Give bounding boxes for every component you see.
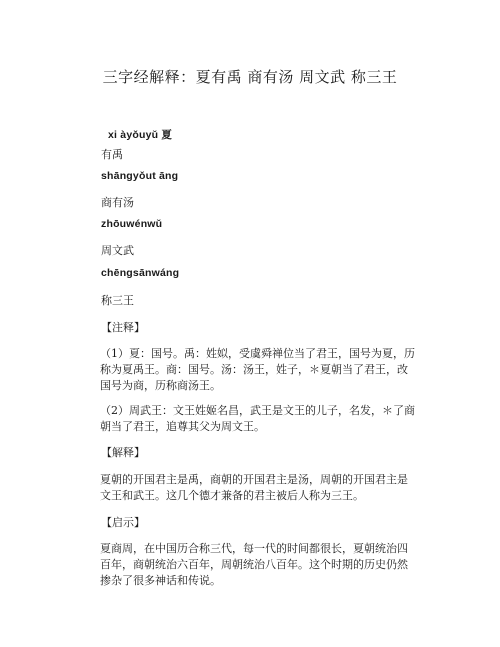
note-1-paragraph: （1）夏：国号。禹：姓姒，受虞舜禅位当了君王，国号为夏，历称为夏禹王。商：国号。汤：汤王，姓子，＊夏朝当了君王，改国号为商，历称商汤王。 <box>100 347 415 392</box>
verse-line-1 <box>108 127 172 142</box>
insight-heading: 【启示】 <box>101 516 145 529</box>
verse-4-pinyin: chēngsānwáng <box>101 267 180 279</box>
document-title: 三字经解释：夏有禹 商有汤 周文武 称三王 <box>102 68 398 86</box>
verse-2-pinyin: shāngyǒut āng <box>101 170 179 182</box>
verse-3-text: 周文武 <box>101 244 134 257</box>
verse-1-text: 有禹 <box>101 148 123 161</box>
note-2-paragraph: （2）周武王：文王姓姬名昌，武王是文王的儿子，名发，＊了商朝当了君王，追尊其父为周文王。 <box>100 404 415 433</box>
notes-heading: 【注释】 <box>101 321 145 334</box>
explanation-paragraph: 夏朝的开国君主是禹，商朝的开国君主是汤，周朝的开国君主是文王和武王。这几个德才兼备的君主被后人称为三王。 <box>100 473 408 502</box>
explanation-heading: 【解释】 <box>101 446 145 459</box>
verse-1-pinyin: xi àyǒuyǔ 夏 <box>108 129 173 141</box>
insight-paragraph: 夏商周，在中国历合称三代，每一代的时间都很长，夏朝统治四百年，商朝统治六百年，周朝统治八百年。这个时期的历史仍然掺杂了很多神话和传说。 <box>100 542 408 587</box>
verse-4-text: 称三王 <box>101 294 134 307</box>
verse-3-pinyin: zhōuwénwǔ <box>101 218 163 230</box>
verse-2-text: 商有汤 <box>101 196 134 209</box>
